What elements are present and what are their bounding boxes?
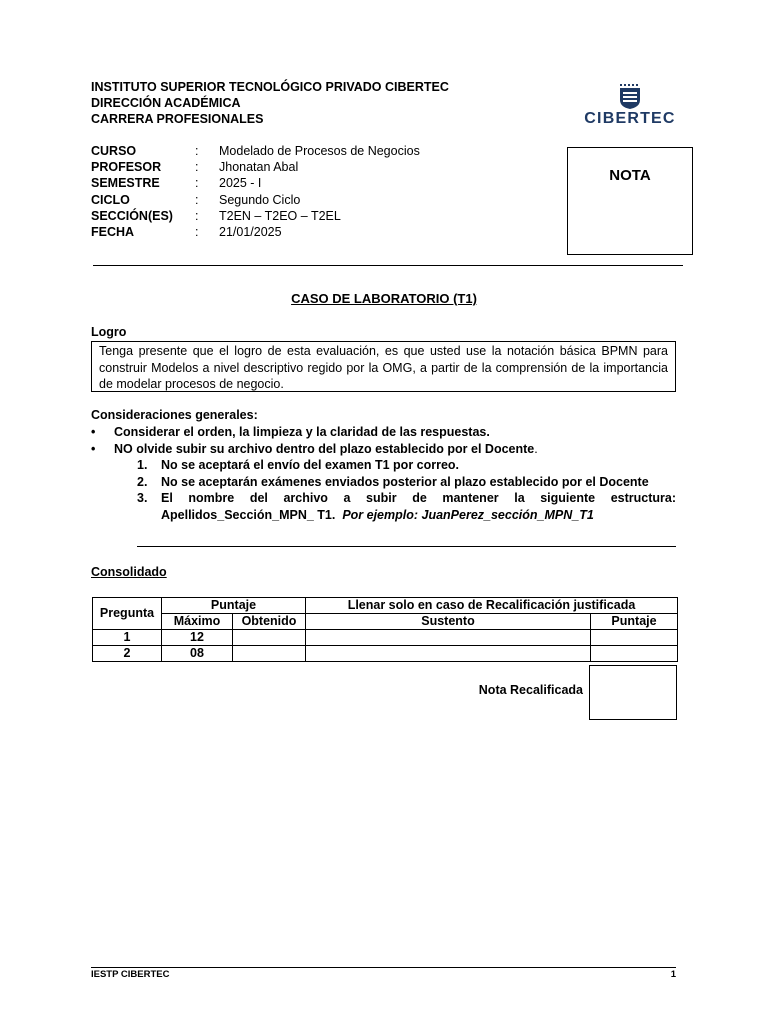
- cell-obtenido[interactable]: [233, 630, 306, 646]
- cell-maximo: 12: [162, 630, 233, 646]
- info-key: CURSO: [91, 144, 137, 158]
- bullet-icon: •: [91, 425, 96, 439]
- info-value: Segundo Ciclo: [219, 192, 301, 207]
- footer-institution: IESTP CIBERTEC: [91, 969, 170, 980]
- considerations-bullets: [91, 424, 676, 457]
- course-info: [91, 143, 420, 240]
- info-key: SECCIÓN(ES): [91, 208, 173, 223]
- info-value: 21/01/2025: [219, 225, 282, 240]
- cell-puntaje[interactable]: [591, 646, 678, 662]
- academic-direction: DIRECCIÓN ACADÉMICA: [91, 96, 241, 110]
- info-sep: :: [195, 176, 199, 191]
- bullet-icon: •: [91, 441, 96, 456]
- subheader-obtenido: Obtenido: [233, 614, 306, 630]
- info-key: SEMESTRE: [91, 176, 160, 191]
- nota-label: NOTA: [609, 167, 651, 184]
- section-divider: [137, 546, 676, 547]
- item-example: Por ejemplo: JuanPerez_sección_MPN_T1: [342, 507, 594, 522]
- page-number: 1: [670, 969, 676, 980]
- info-value: Jhonatan Abal: [219, 160, 299, 175]
- item-text: No se aceptarán exámenes enviados posterior al plazo establecido por el Docente: [161, 474, 649, 489]
- bullet-text: NO olvide subir su archivo dentro del plazo establecido por el Docente: [114, 441, 535, 456]
- subheader-maximo: Máximo: [162, 614, 233, 630]
- numbered-item: [137, 490, 676, 523]
- document-title: CASO DE LABORATORIO (T1): [291, 291, 477, 306]
- nota-recalificada-label: Nota Recalificada: [478, 683, 583, 697]
- cell-sustento[interactable]: [306, 630, 591, 646]
- cell-pregunta: 1: [93, 630, 162, 646]
- info-sep: :: [195, 144, 199, 158]
- cell-obtenido[interactable]: [233, 646, 306, 662]
- institution-name: INSTITUTO SUPERIOR TECNOLÓGICO PRIVADO CIBERTEC: [91, 80, 449, 94]
- cell-puntaje[interactable]: [591, 630, 678, 646]
- info-sep: :: [195, 208, 199, 223]
- numbered-rules: [137, 457, 676, 523]
- item-number: 1.: [137, 458, 148, 472]
- logo-wordmark: CIBERTEC: [584, 110, 676, 127]
- nota-box: [567, 147, 693, 255]
- bullet-suffix: .: [534, 441, 538, 456]
- header-puntaje: Puntaje: [162, 598, 306, 614]
- info-row-profesor: [91, 159, 420, 175]
- info-row-fecha: [91, 224, 420, 240]
- bullet-text: Considerar el orden, la limpieza y la claridad de las respuestas.: [114, 425, 490, 439]
- career-label: CARRERA PROFESIONALES: [91, 112, 264, 126]
- numbered-item: [137, 457, 676, 474]
- header-pregunta: Pregunta: [93, 598, 162, 630]
- table-subheader-row: [93, 614, 678, 630]
- logro-text: Tenga presente que el logro de esta evaluación, es que usted use la notación básica BPMN para construir Modelos a nivel descriptivo regido por la OMG, a partir de la comprensión de la importancia de modelar procesos de negocio.: [91, 341, 676, 392]
- cell-pregunta: 2: [93, 646, 162, 662]
- info-value: Modelado de Procesos de Negocios: [219, 144, 420, 158]
- info-key: PROFESOR: [91, 160, 162, 175]
- item-text: El nombre del archivo a subir de mantener la siguiente estructura: Apellidos_Sección_MPN_ T1.: [161, 491, 676, 522]
- info-sep: :: [195, 192, 199, 207]
- header-divider: [93, 265, 683, 266]
- cell-sustento[interactable]: [306, 646, 591, 662]
- footer-divider: [91, 967, 676, 968]
- info-row-secciones: [91, 208, 420, 224]
- info-row-semestre: [91, 175, 420, 191]
- item-text: No se aceptará el envío del examen T1 por correo.: [161, 458, 460, 472]
- table-header-row: [93, 598, 678, 614]
- info-key: FECHA: [91, 225, 135, 240]
- subheader-puntaje: Puntaje: [591, 614, 678, 630]
- considerations-heading: Consideraciones generales:: [91, 408, 258, 422]
- item-number: 3.: [137, 491, 148, 505]
- logro-heading: Logro: [91, 325, 127, 339]
- cibertec-logo: [580, 84, 680, 128]
- bullet-item: [91, 424, 676, 441]
- table-row: [93, 646, 678, 662]
- info-sep: :: [195, 160, 199, 175]
- info-sep: :: [195, 225, 199, 240]
- table-row: [93, 630, 678, 646]
- nota-recalificada-box[interactable]: [589, 665, 677, 720]
- subheader-sustento: Sustento: [306, 614, 591, 630]
- score-table: [92, 597, 678, 662]
- info-value: 2025 - I: [219, 176, 262, 191]
- cibertec-shield-icon: [580, 84, 680, 110]
- cell-maximo: 08: [162, 646, 233, 662]
- info-value: T2EN – T2EO – T2EL: [219, 208, 341, 223]
- header-recalificacion: Llenar solo en caso de Recalificación justificada: [306, 598, 678, 614]
- item-number: 2.: [137, 474, 148, 489]
- bullet-item: [91, 441, 676, 458]
- institution-header: [91, 79, 449, 127]
- numbered-item: [137, 474, 676, 491]
- consolidado-heading: Consolidado: [91, 565, 167, 579]
- info-row-curso: [91, 143, 420, 159]
- info-row-ciclo: [91, 192, 420, 208]
- info-key: CICLO: [91, 192, 130, 207]
